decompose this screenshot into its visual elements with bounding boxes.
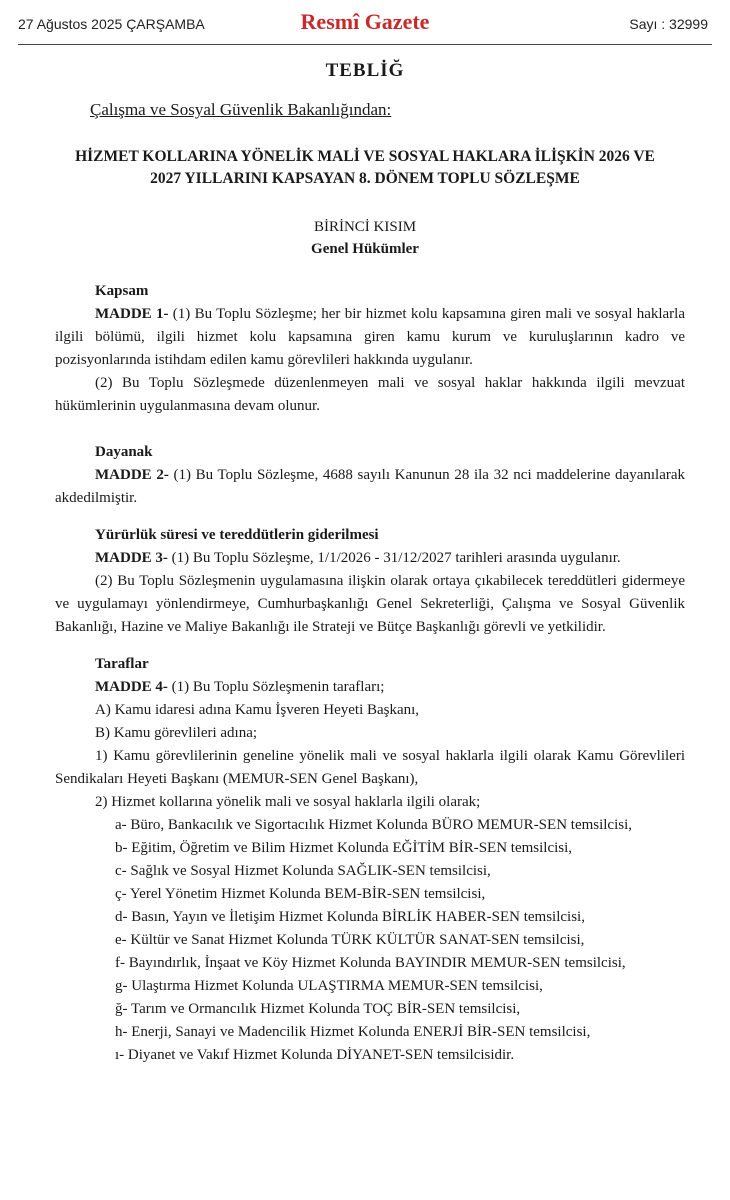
section-heading-dayanak: Dayanak [95,444,153,460]
list-item: g- Ulaştırma Hizmet Kolunda ULAŞTIRMA MEMUR-SEN temsilcisi, [115,978,543,994]
title-line-1: HİZMET KOLLARINA YÖNELİK MALİ VE SOSYAL HAKLARA İLİŞKİN 2026 VE [75,148,655,165]
list-item: h- Enerji, Sanayi ve Madencilik Hizmet Kolunda ENERJİ BİR-SEN temsilcisi, [115,1024,591,1040]
header-divider [18,44,712,45]
list-item: ğ- Tarım ve Ormancılık Hizmet Kolunda TOÇ BİR-SEN temsilcisi, [115,1001,521,1017]
article-1-paragraph-2: (2) Bu Toplu Sözleşmede düzenlenmeyen mali ve sosyal haklar hakkında ilgili mevzuat hükümlerinin uygulanmasına devam olunur. [55,375,685,414]
section-heading-kapsam: Kapsam [95,283,149,299]
article-4-party-b1: 1) Kamu görevlilerinin geneline yönelik mali ve sosyal haklarla ilgili olarak Kamu Görevlileri Sendikaları Heyeti Başkanı (MEMUR-SEN Genel Başkanı), [55,748,685,787]
gazette-header [0,0,730,44]
list-item: c- Sağlık ve Sosyal Hizmet Kolunda SAĞLIK-SEN temsilcisi, [115,863,491,879]
title-line-2: 2027 YILLARINI KAPSAYAN 8. DÖNEM TOPLU SÖZLEŞME [150,170,580,187]
issue-number: Sayı : 32999 [629,16,708,32]
article-4-party-b: B) Kamu görevlileri adına; [95,725,258,741]
list-item: d- Basın, Yayın ve İletişim Hizmet Kolunda BİRLİK HABER-SEN temsilcisi, [115,909,585,925]
article-4-paragraph-1: MADDE 4- (1) Bu Toplu Sözleşmenin tarafları; [95,679,385,695]
section-heading-taraflar: Taraflar [95,656,149,672]
list-item: b- Eğitim, Öğretim ve Bilim Hizmet Kolunda EĞİTİM BİR-SEN temsilcisi, [115,840,573,856]
section-heading-yururluk: Yürürlük süresi ve tereddütlerin giderilmesi [95,527,379,543]
list-item: a- Büro, Bankacılık ve Sigortacılık Hizmet Kolunda BÜRO MEMUR-SEN temsilcisi, [115,817,633,833]
publication-date: 27 Ağustos 2025 ÇARŞAMBA [18,16,205,32]
article-1-label: MADDE 1- [95,306,169,322]
part-subtitle: Genel Hükümler [311,241,419,257]
part-heading [0,216,730,260]
list-item: e- Kültür ve Sanat Hizmet Kolunda TÜRK KÜLTÜR SANAT-SEN temsilcisi, [115,932,585,948]
issuing-ministry: Çalışma ve Sosyal Güvenlik Bakanlığından: [90,100,392,119]
article-4-label: MADDE 4- [95,679,168,695]
list-item: ç- Yerel Yönetim Hizmet Kolunda BEM-BİR-SEN temsilcisi, [115,886,486,902]
article-2-paragraph-1: MADDE 2- (1) Bu Toplu Sözleşme, 4688 sayılı Kanunun 28 ila 32 nci maddelerine dayanılarak akdedilmiştir. [55,467,686,506]
document-type: TEBLİĞ [325,60,405,81]
article-3-paragraph-1: MADDE 3- (1) Bu Toplu Sözleşme, 1/1/2026 - 31/12/2027 tarihleri arasında uygulanır. [95,550,621,566]
article-1-paragraph-1: MADDE 1- (1) Bu Toplu Sözleşme; her bir hizmet kolu kapsamına giren mali ve sosyal haklarla ilgili bölümü, ilgili hizmet kolu kapsamına giren kamu kurum ve kuruluşlarının kadro ve pozisyonlarında istihdam edilen kamu görevlileri hakkında uygulanır. [55,306,685,368]
document-title [40,146,690,190]
article-4-party-a: A) Kamu idaresi adına Kamu İşveren Heyeti Başkanı, [95,702,420,718]
article-3-label: MADDE 3- [95,550,168,566]
list-item: ı- Diyanet ve Vakıf Hizmet Kolunda DİYANET-SEN temsilcisidir. [115,1047,515,1063]
article-2-label: MADDE 2- [95,467,169,483]
article-4-party-b2: 2) Hizmet kollarına yönelik mali ve sosyal haklarla ilgili olarak; [95,794,481,810]
article-3-paragraph-2: (2) Bu Toplu Sözleşmenin uygulamasına ilişkin olarak ortaya çıkabilecek tereddütleri gidermeye ve uygulamayı yönlendirmeye, Cumhurbaşkanlığı Genel Sekreterliği, Çalışma ve Sosyal Güvenlik Bakanlığı, Hazine ve Maliye Bakanlığı ile Strateji ve Bütçe Başkanlığı görevli ve yetkilidir. [55,573,685,635]
document-body [55,280,686,1067]
part-name: BİRİNCİ KISIM [313,219,417,235]
masthead: Resmî Gazete [300,9,430,34]
list-item: f- Bayındırlık, İnşaat ve Köy Hizmet Kolunda BAYINDIR MEMUR-SEN temsilcisi, [115,955,626,971]
